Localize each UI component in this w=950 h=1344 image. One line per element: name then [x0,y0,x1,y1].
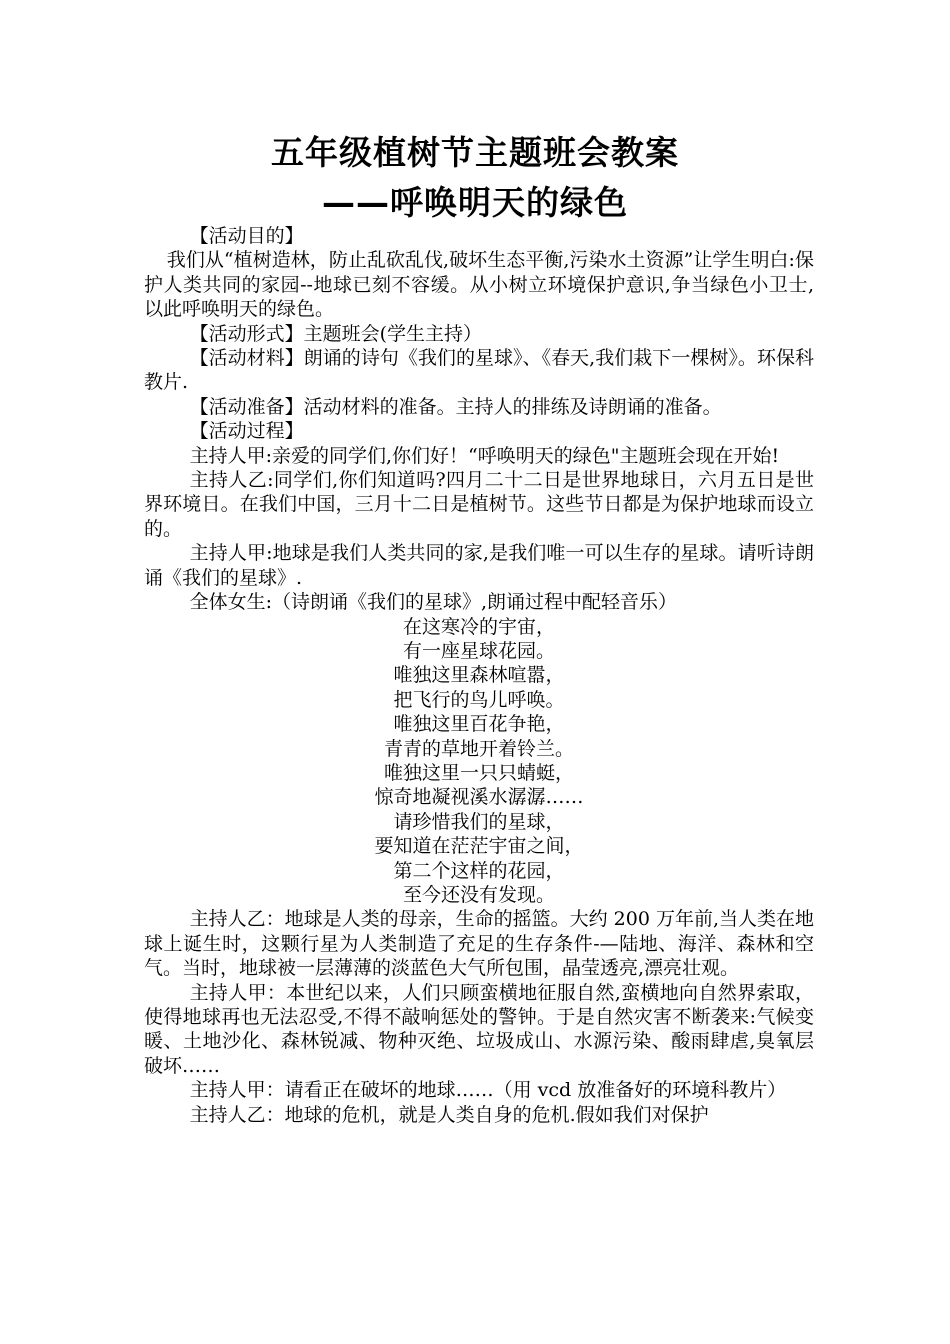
document-subtitle: ——呼唤明天的绿色 [322,183,628,222]
dialogue-paragraph: 主持人甲:亲爱的同学们,你们好！“呼唤明天的绿色"主题班会现在开始! [189,444,780,467]
document-body [144,224,814,1127]
poem-line: 唯独这里百花争艳， [393,713,565,736]
document-title: 五年级植树节主题班会教案 [271,133,679,172]
poem-line: 在这寒冷的宇宙， [402,615,555,638]
paragraph-materials: 【活动材料】朗诵的诗句《我们的星球》、《春天,我们栽下一棵树》。环保科教片. [144,347,814,394]
section-heading-purpose: 【活动目的】 [189,225,304,247]
poem-line: 唯独这里森林喧嚣， [393,664,565,687]
poem-line: 有一座星球花园。 [402,639,555,662]
poem-line: 请珍惜我们的星球， [393,810,565,833]
poem [144,615,814,908]
poem-line: 把飞行的鸟儿呼唤。 [393,688,565,711]
dialogue-paragraph: 主持人乙:同学们,你们知道吗?四月二十二日是世界地球日，六月五日是世界环境日。在我们中国，三月十二日是植树节。这些节日都是为保护地球而设立的。 [144,469,814,540]
dialogue-paragraph: 主持人乙：地球是人类的母亲，生命的摇篮。大约 200 万年前,当人类在地球上诞生时，这颗行星为人类制造了充足的生存条件-—陆地、海洋、森林和空气。当时，地球被一层薄薄的淡蓝色大气所包围，晶莹透亮,漂亮壮观。 [144,908,814,980]
poem-line: 要知道在茫茫宇宙之间， [374,835,584,858]
paragraph-purpose: 我们从“植树造林，防止乱砍乱伐,破坏生态平衡,污染水土资源”让学生明白:保护人类共同的家园--地球已刻不容缓。从小树立环境保护意识,争当绿色小卫士,以此呼唤明天的绿色。 [144,249,814,321]
paragraph-preparation: 【活动准备】活动材料的准备。主持人的排练及诗朗诵的准备。 [189,395,722,418]
dialogue-paragraph: 主持人甲：本世纪以来，人们只顾蛮横地征服自然,蛮横地向自然界索取，使得地球再也无法忍受,不得不敲响惩处的警钟。于是自然灾害不断袭来:气候变暖、土地沙化、森林锐减、物种灭绝、垃圾成山、水源污染、酸雨肆虐,臭氧层破坏…… [144,981,814,1077]
poem-line: 惊奇地凝视溪水潺潺…… [374,786,584,809]
title-block [0,128,950,228]
poem-line: 第二个这样的花园， [393,859,565,882]
paragraph-format: 【活动形式】主题班会(学生主持） [189,322,483,345]
section-heading-process: 【活动过程】 [189,420,304,443]
poem-line: 青青的草地开着铃兰。 [383,737,574,760]
poem-line: 至今还没有发现。 [402,883,555,906]
dialogue-paragraph: 主持人甲:地球是我们人类共同的家,是我们唯一可以生存的星球。请听诗朗诵《我们的星球》. [144,542,814,589]
dialogue-paragraph: 主持人甲：请看正在破坏的地球……（用 vcd 放准备好的环境科教片） [189,1079,787,1102]
dialogue-paragraph: 主持人乙：地球的危机，就是人类自身的危机.假如我们对保护 [189,1103,709,1126]
dialogue-paragraph: 全体女生:（诗朗诵《我们的星球》,朗诵过程中配轻音乐） [189,591,678,614]
poem-line: 唯独这里一只只蜻蜓， [383,761,574,784]
